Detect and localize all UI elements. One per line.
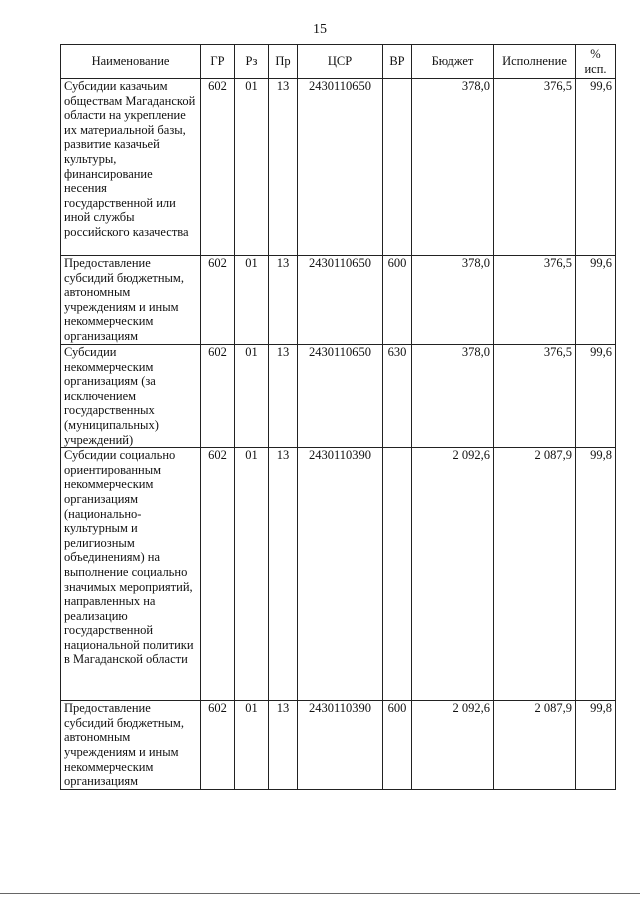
header-pr: Пр	[269, 45, 298, 79]
row-name: Предоставление субсидий бюджетным, автономным учреждениям и иным некоммерческим организациям	[61, 256, 201, 345]
page-bottom-divider	[0, 893, 640, 894]
row-vr: 600	[383, 701, 412, 790]
row-execution: 2 087,9	[494, 701, 576, 790]
row-rz: 01	[235, 448, 269, 701]
table-row	[61, 79, 616, 256]
row-percent: 99,8	[576, 701, 616, 790]
row-csr: 2430110390	[298, 448, 383, 701]
table-row	[61, 448, 616, 701]
header-execution: Исполнение	[494, 45, 576, 79]
row-percent: 99,6	[576, 256, 616, 345]
header-gr: ГР	[201, 45, 235, 79]
row-budget: 378,0	[412, 256, 494, 345]
row-csr: 2430110650	[298, 79, 383, 256]
row-gr: 602	[201, 79, 235, 256]
row-percent: 99,8	[576, 448, 616, 701]
row-csr: 2430110650	[298, 345, 383, 448]
row-rz: 01	[235, 701, 269, 790]
row-gr: 602	[201, 448, 235, 701]
table-header-row	[61, 45, 616, 79]
row-pr: 13	[269, 256, 298, 345]
row-rz: 01	[235, 345, 269, 448]
row-gr: 602	[201, 345, 235, 448]
row-vr: 600	[383, 256, 412, 345]
row-pr: 13	[269, 79, 298, 256]
row-rz: 01	[235, 79, 269, 256]
row-pr: 13	[269, 701, 298, 790]
budget-execution-table	[60, 44, 616, 790]
row-pr: 13	[269, 448, 298, 701]
row-rz: 01	[235, 256, 269, 345]
header-budget: Бюджет	[412, 45, 494, 79]
row-budget: 2 092,6	[412, 701, 494, 790]
row-vr	[383, 448, 412, 701]
page-number: 15	[313, 22, 327, 37]
row-pr: 13	[269, 345, 298, 448]
header-percent: % исп.	[576, 45, 616, 79]
row-budget: 378,0	[412, 345, 494, 448]
header-name: Наименование	[61, 45, 201, 79]
row-csr: 2430110650	[298, 256, 383, 345]
table-row	[61, 701, 616, 790]
row-vr	[383, 79, 412, 256]
row-name: Субсидии социально ориентированным некоммерческим организациям (национально-культурным и религиозным объединениям) на выполнение социально значимых мероприятий, направленных на реализацию государственной национальной политики в Магаданской области	[61, 448, 201, 701]
row-gr: 602	[201, 701, 235, 790]
row-name: Субсидии казачьим обществам Магаданской области на укрепление их материальной базы, развитие казачьей культуры, финансирование несения государственной или иной службы российского казачества	[61, 79, 201, 256]
row-csr: 2430110390	[298, 701, 383, 790]
row-execution: 376,5	[494, 256, 576, 345]
row-execution: 376,5	[494, 345, 576, 448]
row-budget: 378,0	[412, 79, 494, 256]
header-csr: ЦСР	[298, 45, 383, 79]
row-vr: 630	[383, 345, 412, 448]
row-name: Субсидии некоммерческим организациям (за исключением государственных (муниципальных) учреждений)	[61, 345, 201, 448]
row-gr: 602	[201, 256, 235, 345]
row-name: Предоставление субсидий бюджетным, автономным учреждениям и иным некоммерческим организациям	[61, 701, 201, 790]
table-row	[61, 345, 616, 448]
row-execution: 2 087,9	[494, 448, 576, 701]
header-vr: ВР	[383, 45, 412, 79]
row-execution: 376,5	[494, 79, 576, 256]
row-budget: 2 092,6	[412, 448, 494, 701]
table-row	[61, 256, 616, 345]
header-rz: Рз	[235, 45, 269, 79]
row-percent: 99,6	[576, 345, 616, 448]
row-percent: 99,6	[576, 79, 616, 256]
